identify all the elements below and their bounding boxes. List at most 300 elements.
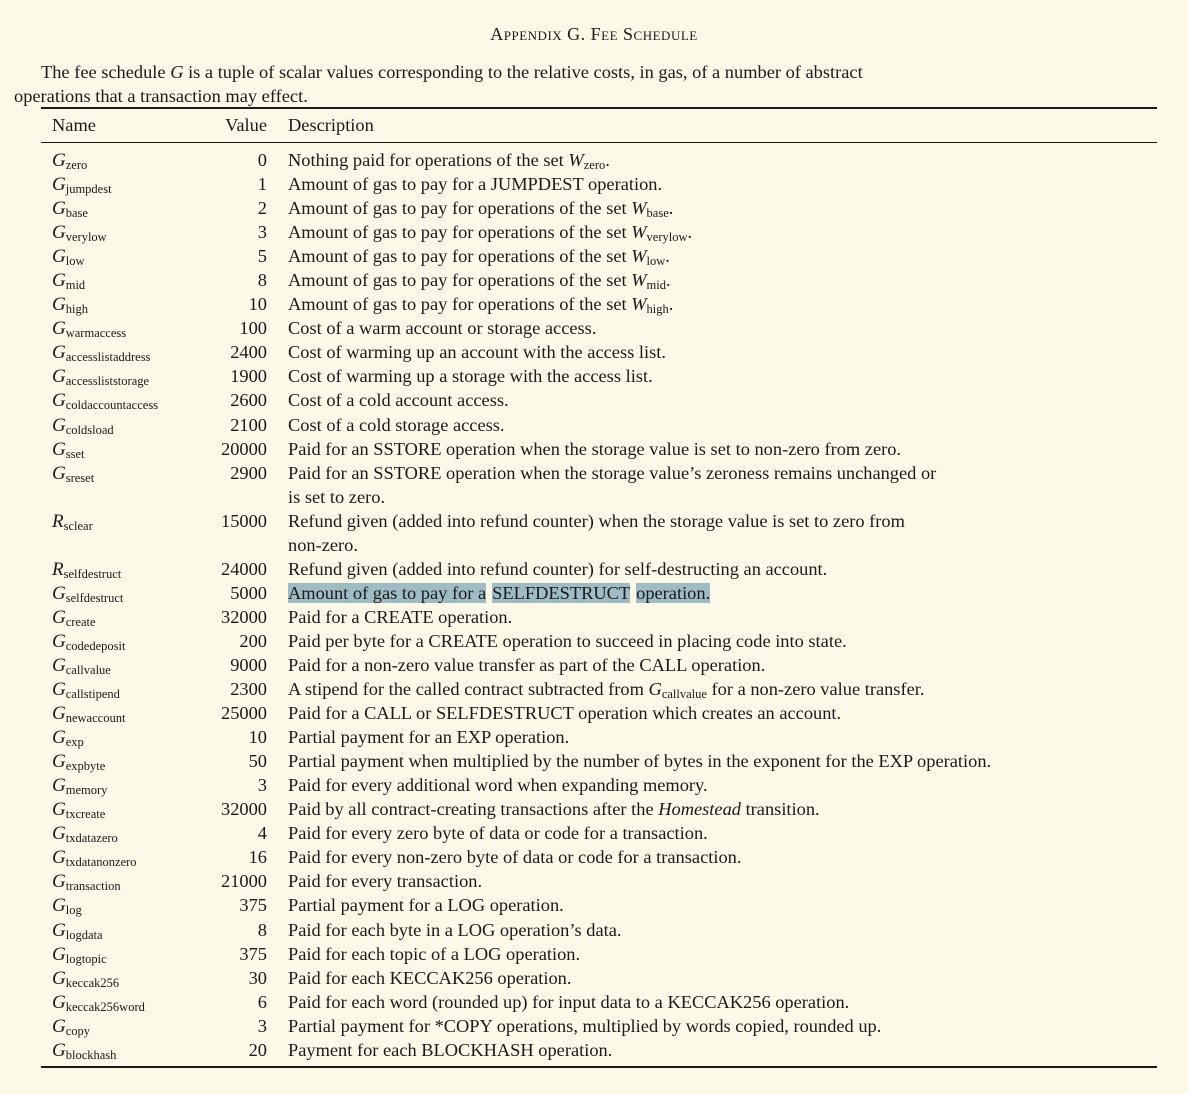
table-row bbox=[0, 340, 1188, 364]
fee-value: 21000 bbox=[221, 871, 267, 892]
fee-value: 24000 bbox=[221, 558, 267, 579]
description-text: Paid for a non-zero value transfer as part of the CALL operation. bbox=[288, 654, 766, 675]
table-row bbox=[0, 1038, 1188, 1062]
fee-description bbox=[288, 845, 1078, 869]
fee-subscript: verylow bbox=[65, 230, 107, 245]
description-text: Paid for every zero byte of data or code for a transaction. bbox=[288, 823, 708, 844]
description-text: Refund given (added into refund counter) when the storage value is set to zero from bbox=[288, 510, 905, 531]
fee-value: 1 bbox=[257, 174, 267, 195]
fee-name bbox=[52, 653, 111, 678]
description-text: Cost of a cold storage access. bbox=[288, 414, 505, 435]
fee-subscript: keccak256word bbox=[65, 999, 145, 1014]
intro-text: is a tuple of scalar values corresponding to the relative costs, in gas, of a number of abstract bbox=[183, 62, 863, 82]
fee-description bbox=[288, 316, 1078, 340]
description-text: Paid per byte for a CREATE operation to succeed in placing code into state. bbox=[288, 630, 847, 651]
fee-value: 3 bbox=[257, 775, 267, 796]
fee-subscript: blockhash bbox=[65, 1047, 117, 1062]
fee-symbol: G bbox=[52, 1015, 66, 1037]
fee-value: 8 bbox=[257, 919, 267, 940]
math-symbol-base: W bbox=[631, 246, 647, 267]
fee-subscript: warmaccess bbox=[65, 326, 127, 341]
fee-symbol: G bbox=[52, 174, 66, 196]
fee-value: 2900 bbox=[230, 462, 267, 483]
table-row bbox=[0, 292, 1188, 316]
table-row bbox=[0, 725, 1188, 749]
description-text: Paid for every transaction. bbox=[288, 871, 483, 892]
fee-value: 20 bbox=[248, 1039, 267, 1060]
table-row bbox=[0, 605, 1188, 629]
fee-name bbox=[52, 148, 87, 173]
fee-symbol: G bbox=[52, 246, 66, 268]
description-text: Paid for each topic of a LOG operation. bbox=[288, 943, 581, 964]
fee-description bbox=[288, 461, 1078, 509]
fee-subscript: expbyte bbox=[65, 759, 106, 774]
intro-symbol: G bbox=[170, 62, 184, 82]
fee-subscript: logtopic bbox=[65, 951, 107, 966]
fee-value: 10 bbox=[248, 294, 267, 315]
fee-value: 2100 bbox=[230, 414, 267, 435]
fee-subscript: coldaccountaccess bbox=[65, 398, 159, 413]
description-text: Paid for a CALL or SELFDESTRUCT operation which creates an account. bbox=[288, 703, 842, 724]
math-symbol bbox=[631, 270, 666, 293]
fee-subscript: txdatanonzero bbox=[65, 855, 137, 870]
description-text: transition. bbox=[740, 799, 820, 820]
fee-description bbox=[288, 797, 1078, 821]
fee-name bbox=[52, 509, 93, 534]
fee-symbol: G bbox=[52, 222, 66, 244]
fee-name bbox=[52, 725, 84, 750]
table-row bbox=[0, 942, 1188, 966]
fee-name bbox=[52, 966, 119, 991]
description-text: is set to zero. bbox=[288, 486, 386, 507]
fee-value: 25000 bbox=[221, 703, 267, 724]
table-row bbox=[0, 990, 1188, 1014]
fee-name bbox=[52, 220, 107, 245]
fee-symbol: R bbox=[52, 558, 64, 580]
fee-symbol: G bbox=[52, 967, 66, 989]
fee-name bbox=[52, 605, 96, 630]
fee-description bbox=[288, 244, 1078, 268]
fee-name bbox=[52, 918, 103, 943]
fee-subscript: exp bbox=[65, 735, 84, 750]
fee-symbol: G bbox=[52, 366, 66, 388]
fee-description bbox=[288, 893, 1078, 917]
table-row bbox=[0, 701, 1188, 725]
math-symbol-subscript: callvalue bbox=[661, 687, 707, 702]
description-text: Paid for an SSTORE operation when the storage value’s zeroness remains unchanged or bbox=[288, 462, 937, 483]
fee-symbol: G bbox=[52, 654, 66, 676]
fee-subscript: selfdestruct bbox=[65, 590, 124, 605]
fee-symbol: G bbox=[52, 751, 66, 773]
fee-name bbox=[52, 340, 150, 365]
fee-subscript: newaccount bbox=[65, 711, 126, 726]
fee-subscript: txcreate bbox=[65, 807, 106, 822]
math-symbol-subscript: low bbox=[646, 254, 666, 269]
fee-subscript: base bbox=[65, 206, 88, 221]
column-header-value: Value bbox=[225, 115, 267, 135]
fee-symbol: G bbox=[52, 270, 66, 292]
fee-description bbox=[288, 869, 1078, 893]
fee-symbol: G bbox=[52, 823, 66, 845]
fee-subscript: logdata bbox=[65, 927, 103, 942]
fee-symbol: G bbox=[52, 871, 66, 893]
fee-value: 50 bbox=[248, 751, 267, 772]
fee-description bbox=[288, 581, 1078, 605]
math-symbol-base: W bbox=[631, 294, 647, 315]
table-header-rule bbox=[41, 142, 1157, 143]
table-row bbox=[0, 509, 1188, 557]
description-text: Partial payment when multiplied by the number of bytes in the exponent for the EXP operation. bbox=[288, 751, 992, 772]
fee-symbol: G bbox=[52, 630, 66, 652]
fee-symbol: G bbox=[52, 1039, 66, 1061]
description-text: Cost of warming up a storage with the access list. bbox=[288, 366, 653, 387]
fee-value: 2300 bbox=[230, 679, 267, 700]
fee-value: 375 bbox=[239, 895, 267, 916]
math-symbol-base: G bbox=[648, 679, 662, 700]
fee-subscript: callstipend bbox=[65, 687, 120, 702]
fee-value: 200 bbox=[239, 630, 267, 651]
math-symbol bbox=[631, 222, 688, 245]
fee-value: 100 bbox=[239, 318, 267, 339]
fee-subscript: zero bbox=[65, 158, 88, 172]
math-symbol-subscript: mid bbox=[646, 278, 666, 293]
fee-name bbox=[52, 557, 121, 582]
fee-subscript: low bbox=[65, 254, 85, 269]
fee-subscript: keccak256 bbox=[65, 975, 120, 990]
fee-value: 32000 bbox=[221, 799, 267, 820]
fee-name bbox=[52, 364, 149, 389]
table-row bbox=[0, 677, 1188, 701]
fee-symbol: G bbox=[52, 438, 66, 460]
fee-name bbox=[52, 893, 82, 918]
fee-name bbox=[52, 629, 125, 654]
math-symbol bbox=[648, 679, 707, 702]
fee-description bbox=[288, 701, 1078, 725]
table-row bbox=[0, 773, 1188, 797]
fee-symbol: G bbox=[52, 703, 66, 725]
selected-text: SELFDESTRUCT bbox=[492, 582, 631, 603]
table-row bbox=[0, 797, 1188, 821]
fee-subscript: create bbox=[65, 614, 96, 629]
description-text: . bbox=[665, 246, 670, 267]
fee-description bbox=[288, 773, 1078, 797]
fee-value: 3 bbox=[257, 222, 267, 243]
description-text: Partial payment for an EXP operation. bbox=[288, 727, 570, 748]
fee-description bbox=[288, 629, 1078, 653]
fee-subscript: sreset bbox=[65, 470, 95, 485]
fee-description bbox=[288, 292, 1078, 316]
fee-symbol: G bbox=[52, 847, 66, 869]
fee-value: 6 bbox=[257, 991, 267, 1012]
table-row bbox=[0, 1014, 1188, 1038]
fee-value: 1900 bbox=[230, 366, 267, 387]
description-text: Paid for every additional word when expanding memory. bbox=[288, 775, 708, 796]
fee-subscript: accessliststorage bbox=[65, 374, 150, 389]
fee-symbol: G bbox=[52, 342, 66, 364]
table-row-selected bbox=[0, 581, 1188, 605]
fee-symbol: G bbox=[52, 919, 66, 941]
description-text: Partial payment for a LOG operation. bbox=[288, 895, 564, 916]
table-row bbox=[0, 869, 1188, 893]
fee-name bbox=[52, 413, 114, 438]
fee-name bbox=[52, 244, 84, 269]
fee-name bbox=[52, 292, 88, 317]
description-text: Amount of gas to pay for operations of the set bbox=[288, 198, 632, 219]
description-text: . bbox=[668, 198, 674, 219]
selected-text: operation. bbox=[636, 582, 711, 603]
fee-description bbox=[288, 1014, 1078, 1038]
fee-description bbox=[288, 990, 1078, 1014]
fee-symbol: G bbox=[52, 679, 66, 701]
table-row bbox=[0, 821, 1188, 845]
table-row bbox=[0, 629, 1188, 653]
fee-description bbox=[288, 437, 1078, 461]
fee-name bbox=[52, 773, 107, 798]
fee-name bbox=[52, 677, 120, 702]
table-row bbox=[0, 316, 1188, 340]
fee-name bbox=[52, 437, 84, 462]
table-row bbox=[0, 437, 1188, 461]
fee-subscript: callvalue bbox=[65, 662, 111, 677]
fee-subscript: codedeposit bbox=[65, 638, 126, 653]
description-text: . bbox=[605, 150, 610, 170]
fee-name bbox=[52, 461, 94, 486]
description-text: Paid for each KECCAK256 operation. bbox=[288, 967, 572, 988]
fee-name bbox=[52, 845, 137, 870]
fee-value: 5000 bbox=[230, 582, 267, 603]
description-text: Refund given (added into refund counter) for self-destructing an account. bbox=[288, 558, 828, 579]
fee-description bbox=[288, 364, 1078, 388]
fee-symbol: G bbox=[52, 198, 66, 220]
fee-value: 375 bbox=[239, 943, 267, 964]
fee-description bbox=[288, 821, 1078, 845]
math-symbol bbox=[631, 294, 669, 317]
table-row bbox=[0, 172, 1188, 196]
fee-table-body bbox=[0, 148, 1188, 1062]
fee-name bbox=[52, 1038, 116, 1063]
fee-description bbox=[288, 749, 1078, 773]
fee-description bbox=[288, 966, 1078, 990]
fee-symbol: G bbox=[52, 294, 66, 316]
intro-line-1 bbox=[14, 60, 1164, 84]
description-text: Paid for a CREATE operation. bbox=[288, 606, 513, 627]
fee-symbol: G bbox=[52, 895, 66, 917]
description-text: Paid for each byte in a LOG operation’s data. bbox=[288, 919, 622, 940]
math-symbol-base: W bbox=[631, 270, 647, 291]
fee-value: 9000 bbox=[230, 654, 267, 675]
fee-subscript: transaction bbox=[65, 879, 121, 894]
fee-name bbox=[52, 749, 105, 774]
column-header-description: Description bbox=[288, 115, 374, 135]
description-text: Amount of gas to pay for operations of the set bbox=[288, 294, 632, 315]
description-text: Nothing paid for operations of the set bbox=[288, 150, 569, 170]
description-text: Cost of a cold account access. bbox=[288, 390, 509, 411]
table-top-rule bbox=[41, 107, 1157, 109]
description-text: A stipend for the called contract subtracted from bbox=[288, 679, 649, 700]
fee-name bbox=[52, 942, 107, 967]
fee-name bbox=[52, 581, 123, 606]
description-text: Amount of gas to pay for operations of the set bbox=[288, 222, 632, 243]
fee-value: 0 bbox=[257, 150, 267, 170]
fee-description bbox=[288, 557, 1078, 581]
table-row bbox=[0, 220, 1188, 244]
table-row bbox=[0, 845, 1188, 869]
description-text: Amount of gas to pay for operations of the set bbox=[288, 246, 632, 267]
fee-symbol: G bbox=[52, 462, 66, 484]
column-header-name: Name bbox=[52, 115, 96, 135]
fee-description bbox=[288, 172, 1078, 196]
fee-value: 2400 bbox=[230, 342, 267, 363]
table-row bbox=[0, 966, 1188, 990]
math-symbol bbox=[631, 246, 666, 269]
fee-subscript: mid bbox=[65, 278, 86, 293]
table-row bbox=[0, 196, 1188, 220]
fee-value: 8 bbox=[257, 270, 267, 291]
fee-name bbox=[52, 869, 121, 894]
description-text: Paid for each word (rounded up) for input data to a KECCAK256 operation. bbox=[288, 991, 850, 1012]
table-row bbox=[0, 653, 1188, 677]
fee-description bbox=[288, 509, 1078, 557]
fee-description bbox=[288, 340, 1078, 364]
fee-name bbox=[52, 316, 126, 341]
description-text: Cost of a warm account or storage access. bbox=[288, 318, 597, 339]
fee-name bbox=[52, 172, 112, 197]
fee-value: 15000 bbox=[221, 510, 267, 531]
description-text: for a non-zero value transfer. bbox=[706, 679, 925, 700]
fee-description bbox=[288, 196, 1078, 220]
table-row bbox=[0, 244, 1188, 268]
fee-subscript: selfdestruct bbox=[63, 566, 122, 581]
description-text: Cost of warming up an account with the access list. bbox=[288, 342, 666, 363]
section-title: Appendix G. Fee Schedule bbox=[490, 24, 698, 44]
math-symbol-base: W bbox=[631, 222, 647, 243]
fee-name bbox=[52, 388, 158, 413]
fee-symbol: R bbox=[52, 510, 64, 532]
table-row bbox=[0, 461, 1188, 509]
fee-subscript: log bbox=[65, 903, 82, 918]
fee-value: 20000 bbox=[221, 438, 267, 459]
fee-description bbox=[288, 148, 1078, 172]
description-text: . bbox=[668, 294, 674, 315]
fee-name bbox=[52, 268, 85, 293]
fee-symbol: G bbox=[52, 775, 66, 797]
table-bottom-rule bbox=[41, 1066, 1157, 1068]
intro-paragraph bbox=[14, 60, 1164, 108]
fee-subscript: copy bbox=[65, 1023, 91, 1038]
description-text: . bbox=[687, 222, 693, 243]
fee-name bbox=[52, 797, 105, 822]
description-text: Payment for each BLOCKHASH operation. bbox=[288, 1039, 613, 1060]
fee-symbol: G bbox=[52, 390, 66, 412]
math-symbol-subscript: base bbox=[646, 206, 669, 221]
table-row bbox=[0, 148, 1188, 172]
fee-symbol: G bbox=[52, 318, 66, 340]
fee-name bbox=[52, 1014, 90, 1039]
description-text: Amount of gas to pay for a JUMPDEST operation. bbox=[288, 174, 663, 195]
fee-name bbox=[52, 701, 125, 726]
math-symbol bbox=[568, 150, 605, 170]
fee-description bbox=[288, 413, 1078, 437]
math-symbol-base: W bbox=[631, 198, 647, 219]
math-symbol-subscript: zero bbox=[583, 158, 606, 172]
description-text: . bbox=[666, 270, 671, 291]
fee-description bbox=[288, 220, 1078, 244]
fee-description bbox=[288, 388, 1078, 412]
fee-subscript: high bbox=[65, 302, 88, 317]
fee-symbol: G bbox=[52, 727, 66, 749]
fee-value: 4 bbox=[257, 823, 267, 844]
description-text: non-zero. bbox=[288, 534, 358, 555]
table-row bbox=[0, 364, 1188, 388]
table-row bbox=[0, 388, 1188, 412]
intro-line-2: operations that a transaction may effect. bbox=[14, 86, 308, 106]
fee-description bbox=[288, 268, 1078, 292]
fee-value: 5 bbox=[257, 246, 267, 267]
emphasis-text: Homestead bbox=[658, 799, 741, 820]
description-text: Partial payment for *COPY operations, multiplied by words copied, rounded up. bbox=[288, 1015, 882, 1036]
fee-value: 2 bbox=[257, 198, 267, 219]
fee-value: 2600 bbox=[230, 390, 267, 411]
fee-symbol: G bbox=[52, 150, 66, 171]
intro-text: The fee schedule bbox=[41, 62, 171, 82]
fee-name bbox=[52, 196, 88, 221]
table-row bbox=[0, 557, 1188, 581]
description-text: Paid by all contract-creating transactions after the bbox=[288, 799, 659, 820]
fee-value: 32000 bbox=[221, 606, 267, 627]
fee-name bbox=[52, 990, 145, 1015]
fee-value: 10 bbox=[248, 727, 267, 748]
fee-symbol: G bbox=[52, 799, 66, 821]
description-text: Paid for every non-zero byte of data or code for a transaction. bbox=[288, 847, 742, 868]
fee-subscript: accesslistaddress bbox=[65, 350, 151, 365]
table-row bbox=[0, 413, 1188, 437]
description-text: Paid for an SSTORE operation when the storage value is set to non-zero from zero. bbox=[288, 438, 902, 459]
fee-description bbox=[288, 605, 1078, 629]
fee-description bbox=[288, 653, 1078, 677]
fee-name bbox=[52, 821, 118, 846]
fee-subscript: sset bbox=[65, 446, 85, 461]
math-symbol-subscript: verylow bbox=[646, 230, 688, 245]
selected-text: Amount of gas to pay for a bbox=[288, 582, 487, 603]
fee-symbol: G bbox=[52, 991, 66, 1013]
fee-symbol: G bbox=[52, 606, 66, 628]
fee-symbol: G bbox=[52, 582, 66, 604]
fee-description bbox=[288, 725, 1078, 749]
fee-subscript: coldsload bbox=[65, 422, 114, 437]
fee-subscript: sclear bbox=[63, 518, 93, 533]
fee-description bbox=[288, 1038, 1078, 1062]
table-row bbox=[0, 268, 1188, 292]
fee-value: 16 bbox=[248, 847, 267, 868]
fee-subscript: txdatazero bbox=[65, 831, 118, 846]
fee-subscript: memory bbox=[65, 783, 108, 798]
math-symbol bbox=[631, 198, 669, 221]
fee-description bbox=[288, 677, 1078, 701]
table-row bbox=[0, 893, 1188, 917]
fee-symbol: G bbox=[52, 414, 66, 436]
fee-value: 30 bbox=[248, 967, 267, 988]
math-symbol-subscript: high bbox=[646, 302, 669, 317]
fee-description bbox=[288, 942, 1078, 966]
table-row bbox=[0, 918, 1188, 942]
fee-symbol: G bbox=[52, 943, 66, 965]
fee-subscript: jumpdest bbox=[65, 182, 112, 197]
math-symbol-base: W bbox=[568, 150, 584, 170]
table-row bbox=[0, 749, 1188, 773]
fee-description bbox=[288, 918, 1078, 942]
description-text: Amount of gas to pay for operations of the set bbox=[288, 270, 632, 291]
fee-value: 3 bbox=[257, 1015, 267, 1036]
